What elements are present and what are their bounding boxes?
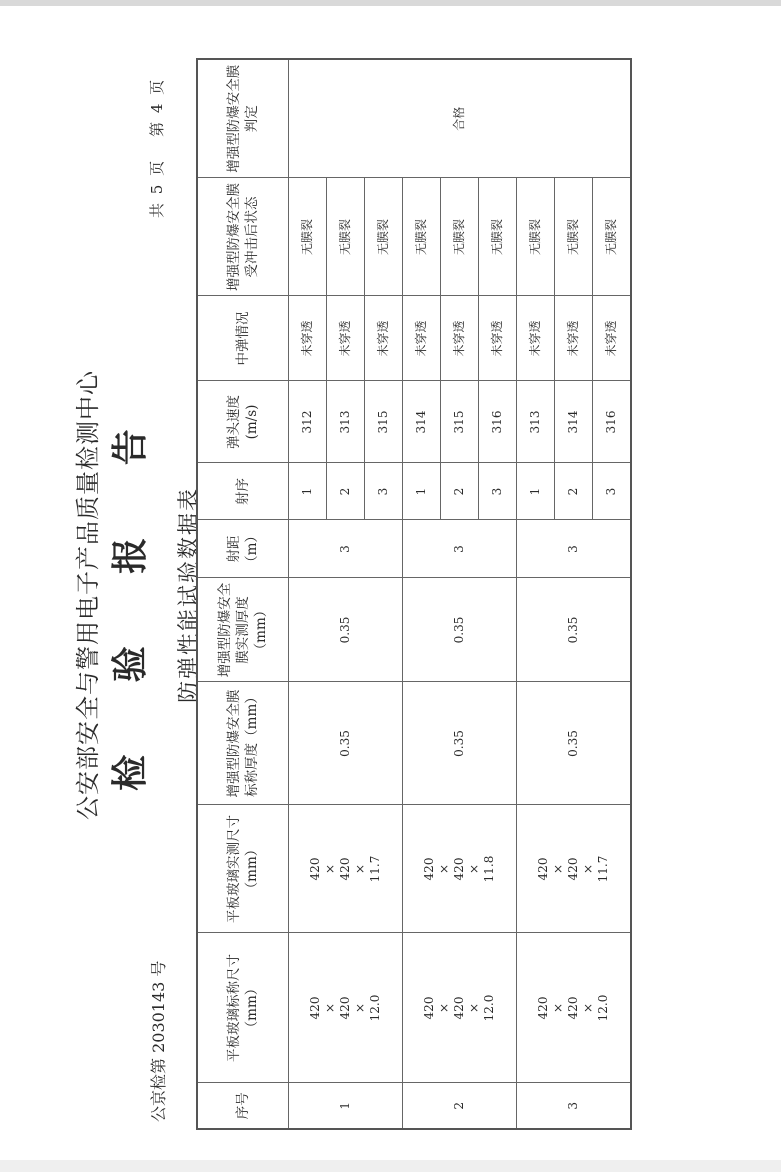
- cell-distance: 3: [289, 520, 403, 578]
- table-row: [289, 59, 327, 1129]
- cell-distance: 3: [517, 520, 631, 578]
- page-current: 第 4 页: [148, 77, 166, 137]
- header-shot-order: 射序: [197, 463, 289, 520]
- cell-bullet-speed: 316: [479, 381, 517, 463]
- cell-film-nominal: 0.35: [289, 682, 403, 805]
- cell-bullet-speed: 313: [517, 381, 555, 463]
- cell-hit-status: 未穿透: [289, 296, 327, 381]
- cell-shot-order: 3: [365, 463, 403, 520]
- cell-film-nominal: 0.35: [517, 682, 631, 805]
- cell-film-state: 无膜裂: [365, 178, 403, 296]
- cell-bullet-speed: 313: [327, 381, 365, 463]
- cell-bullet-speed: 314: [403, 381, 441, 463]
- cell-film-state: 无膜裂: [479, 178, 517, 296]
- cell-film-measured: 0.35: [517, 578, 631, 682]
- report-page: [60, 60, 710, 1130]
- cell-nominal-size: 420 × 420 × 12.0: [403, 933, 517, 1083]
- table-header-row: [197, 59, 289, 1129]
- cell-film-measured: 0.35: [403, 578, 517, 682]
- report-number: 公京检第 2030143 号: [149, 960, 168, 1122]
- scan-top-border: [0, 0, 781, 6]
- header-film-state: 增强型防爆安全膜受冲击后状态: [197, 178, 289, 296]
- cell-shot-order: 2: [327, 463, 365, 520]
- cell-measured-size: 420 × 420 × 11.8: [403, 805, 517, 933]
- document-title: 检 验 报 告: [109, 399, 151, 791]
- organization-name: 公安部安全与警用电子产品质量检测中心: [74, 370, 102, 820]
- cell-film-state: 无膜裂: [555, 178, 593, 296]
- cell-film-state: 无膜裂: [593, 178, 631, 296]
- cell-bullet-speed: 315: [365, 381, 403, 463]
- cell-film-state: 无膜裂: [403, 178, 441, 296]
- cell-shot-order: 1: [517, 463, 555, 520]
- cell-measured-size: 420 × 420 × 11.7: [517, 805, 631, 933]
- cell-film-nominal: 0.35: [403, 682, 517, 805]
- header-measured-size: 平板玻璃实测尺寸（mm）: [197, 805, 289, 933]
- cell-shot-order: 1: [289, 463, 327, 520]
- cell-bullet-speed: 315: [441, 381, 479, 463]
- cell-hit-status: 未穿透: [479, 296, 517, 381]
- cell-nominal-size: 420 × 420 × 12.0: [517, 933, 631, 1083]
- cell-film-state: 无膜裂: [441, 178, 479, 296]
- cell-seq: 2: [403, 1083, 517, 1129]
- header-verdict: 增强型防爆安全膜判定: [197, 59, 289, 178]
- cell-hit-status: 未穿透: [403, 296, 441, 381]
- header-film-measured: 增强型防爆安全膜实测厚度（mm）: [197, 578, 289, 682]
- cell-hit-status: 未穿透: [365, 296, 403, 381]
- cell-film-state: 无膜裂: [327, 178, 365, 296]
- cell-seq: 1: [289, 1083, 403, 1129]
- cell-nominal-size: 420 × 420 × 12.0: [289, 933, 403, 1083]
- header-film-nominal: 增强型防爆安全膜标称厚度（mm）: [197, 682, 289, 805]
- cell-shot-order: 3: [479, 463, 517, 520]
- cell-hit-status: 未穿透: [327, 296, 365, 381]
- cell-verdict: 合格: [289, 59, 631, 178]
- header-distance: 射距（m）: [197, 520, 289, 578]
- cell-film-state: 无膜裂: [517, 178, 555, 296]
- table-row: [403, 59, 441, 1129]
- header-hit-status: 中弹情况: [197, 296, 289, 381]
- cell-bullet-speed: 312: [289, 381, 327, 463]
- cell-measured-size: 420 × 420 × 11.7: [289, 805, 403, 933]
- scan-bottom-border: [0, 1160, 781, 1172]
- cell-film-state: 无膜裂: [289, 178, 327, 296]
- cell-hit-status: 未穿透: [441, 296, 479, 381]
- cell-shot-order: 2: [441, 463, 479, 520]
- header-bullet-speed: 弹头速度(m/s): [197, 381, 289, 463]
- cell-hit-status: 未穿透: [555, 296, 593, 381]
- table-title: 防弹性能试验数据表: [177, 487, 202, 704]
- ballistic-test-table: [196, 58, 632, 1130]
- page-indicator: [146, 78, 167, 218]
- cell-hit-status: 未穿透: [593, 296, 631, 381]
- cell-distance: 3: [403, 520, 517, 578]
- cell-hit-status: 未穿透: [517, 296, 555, 381]
- table-row: [517, 59, 555, 1129]
- cell-bullet-speed: 314: [555, 381, 593, 463]
- cell-bullet-speed: 316: [593, 381, 631, 463]
- cell-shot-order: 1: [403, 463, 441, 520]
- cell-seq: 3: [517, 1083, 631, 1129]
- cell-shot-order: 3: [593, 463, 631, 520]
- header-nominal-size: 平板玻璃标称尺寸（mm）: [197, 933, 289, 1083]
- header-seq: 序号: [197, 1083, 289, 1129]
- cell-film-measured: 0.35: [289, 578, 403, 682]
- cell-shot-order: 2: [555, 463, 593, 520]
- page-total: 共 5 页: [148, 158, 166, 218]
